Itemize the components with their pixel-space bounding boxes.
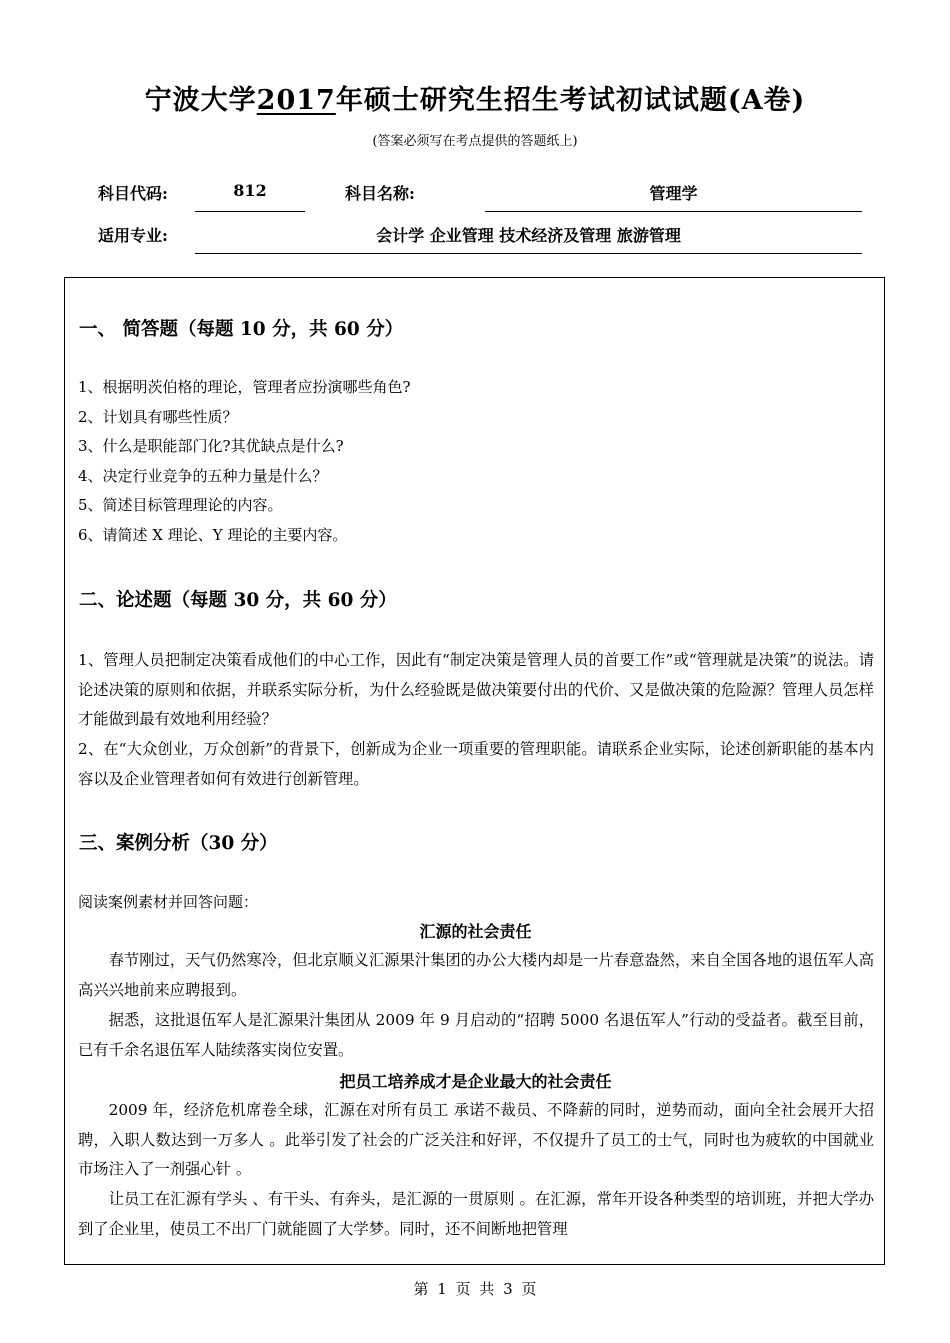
case-intro: 阅读案例素材并回答问题： bbox=[78, 893, 259, 911]
page-number: 第 1 页 共 3 页 bbox=[413, 1280, 537, 1298]
major-value: 会计学 企业管理 技术经济及管理 旅游管理 bbox=[376, 226, 681, 245]
section1-question: 6、请简述 X 理论、Y 理论的主要内容。 bbox=[78, 526, 348, 544]
section1-question: 4、决定行业竞争的五种力量是什么？ bbox=[78, 467, 328, 485]
case-paragraph: 2009 年，经济危机席卷全球，汇源在对所有员工 承诺不裁员、不降薪的同时，逆势而动，面向全社会展开大招聘，入职人数达到一万多人 。此举引发了社会的广泛关注和好评，不仅提升了员工的士气，同时也为疲软的中国就业市场注入了一剂强心针 。 bbox=[78, 1101, 874, 1178]
answer-note: (答案必须写在考点提供的答题纸上) bbox=[372, 134, 578, 149]
section2-question-2: 2、在“大众创业，万众创新”的背景下，创新成为企业一项重要的管理职能。请联系企业实际，论述创新职能的基本内容以及企业管理者如何有效进行创新管理。 bbox=[78, 740, 874, 788]
subject-code-value: 812 bbox=[233, 181, 267, 200]
section3-heading: 三、案例分析（30 分） bbox=[79, 833, 278, 854]
title-year: 2017 bbox=[256, 85, 336, 116]
title-suffix: 年硕士研究生招生考试初试试题(A卷) bbox=[335, 85, 806, 116]
exam-title bbox=[0, 78, 950, 117]
subject-code-underline bbox=[195, 211, 305, 212]
subject-name-value: 管理学 bbox=[649, 184, 698, 203]
case-paragraph: 让员工在汇源有学头 、有干头、有奔头，是汇源的一贯原则 。在汇源，常年开设各种类型的培训班，并把大学办到了企业里，使员工不出厂门就能圆了大学梦。同时，还不间断地把管理 bbox=[78, 1190, 874, 1238]
subject-code-label: 科目代码: bbox=[98, 184, 168, 203]
subject-name-label: 科目名称: bbox=[345, 184, 415, 203]
title-prefix: 宁波大学 bbox=[144, 85, 257, 116]
case-paragraph: 春节刚过，天气仍然寒冷，但北京顺义汇源果汁集团的办公大楼内却是一片春意盎然，来自全国各地的退伍军人高高兴兴地前来应聘报到。 bbox=[78, 951, 874, 999]
case-subtitle: 把员工培养成才是企业最大的社会责任 bbox=[339, 1072, 612, 1091]
major-label: 适用专业: bbox=[98, 226, 168, 245]
section2-heading: 二、论述题（每题 30 分，共 60 分） bbox=[79, 590, 397, 611]
section1-question: 3、什么是职能部门化?其优缺点是什么? bbox=[78, 437, 344, 455]
section1-question: 2、计划具有哪些性质？ bbox=[78, 408, 238, 426]
case-title: 汇源的社会责任 bbox=[419, 922, 532, 941]
section1-question: 1、根据明茨伯格的理论，管理者应扮演哪些角色? bbox=[78, 378, 411, 396]
section1-question: 5、简述目标管理理论的内容。 bbox=[78, 496, 283, 514]
section2-question-1: 1、管理人员把制定决策看成他们的中心工作，因此有“制定决策是管理人员的首要工作”或“管理就是决策”的说法。请论述决策的原则和依据，并联系实际分析，为什么经验既是做决策要付出的代价、又是做决策的危险源？管理人员怎样才能做到最有效地利用经验？ bbox=[78, 651, 874, 728]
case-paragraph: 据悉，这批退伍军人是汇源果汁集团从 2009 年 9 月启动的“招聘 5000 名退伍军人”行动的受益者。截至目前，已有千余名退伍军人陆续落实岗位安置。 bbox=[78, 1011, 874, 1059]
question-box bbox=[64, 277, 885, 1265]
major-underline bbox=[195, 253, 862, 254]
subject-name-underline bbox=[485, 211, 862, 212]
section1-heading: 一、 简答题（每题 10 分，共 60 分） bbox=[79, 319, 404, 340]
